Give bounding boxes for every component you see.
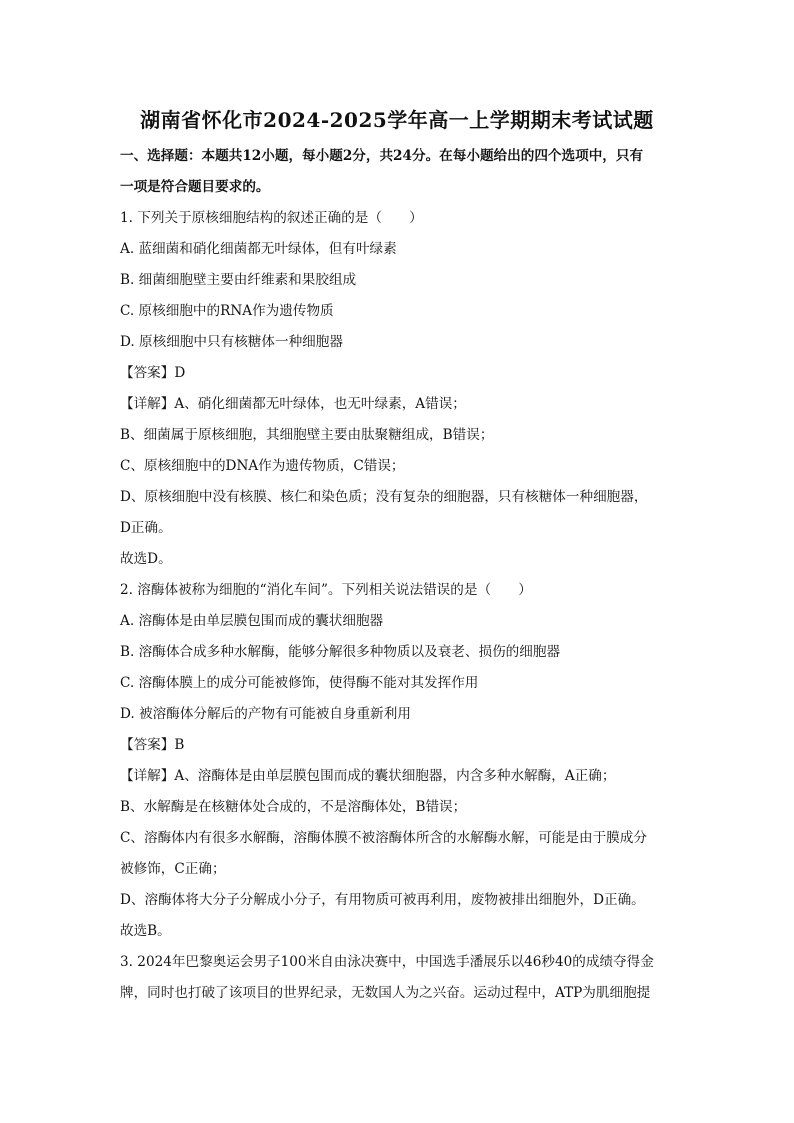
q2-option-d: D. 被溶酶体分解后的产物有可能被自身重新利用 (120, 706, 411, 722)
q2-answer: 【答案】B (120, 737, 185, 753)
q2-analysis-line: B、水解酶是在核糖体处合成的，不是溶酶体处，B错误； (120, 799, 467, 815)
q1-option-d: D. 原核细胞中只有核糖体一种细胞器 (120, 334, 343, 350)
section-heading-line-1: 一、选择题：本题共12小题，每小题2分，共24分。在每小题给出的四个选项中，只有 (120, 148, 644, 164)
q2-stem: 2. 溶酶体被称为细胞的“消化车间”。下列相关说法错误的是（ ） (120, 582, 532, 598)
q1-option-b: B. 细菌细胞壁主要由纤维素和果胶组成 (120, 272, 357, 288)
q1-option-a: A. 蓝细菌和硝化细菌都无叶绿体，但有叶绿素 (120, 241, 397, 257)
q1-answer: 【答案】D (120, 365, 186, 381)
q1-analysis-line: D正确。 (120, 520, 172, 536)
q2-analysis-line: D、溶酶体将大分子分解成小分子，有用物质可被再利用，废物被排出细胞外，D正确。 (120, 892, 645, 908)
q2-analysis-line: 【详解】A、溶酶体是由单层膜包围而成的囊状细胞器，内含多种水解酶，A正确； (120, 768, 616, 784)
section-heading-line-2: 一项是符合题目要求的。 (120, 179, 270, 195)
q2-analysis-line: C、溶酶体内有很多水解酶，溶酶体膜不被溶酶体所含的水解酶水解，可能是由于膜成分 (120, 830, 647, 846)
q2-option-c: C. 溶酶体膜上的成分可能被修饰，使得酶不能对其发挥作用 (120, 675, 479, 691)
q3-stem-line-2: 牌，同时也打破了该项目的世界纪录，无数国人为之兴奋。运动过程中，ATP为肌细胞提 (120, 985, 651, 1001)
q1-analysis-line: C、原核细胞中的DNA作为遗传物质，C错误； (120, 458, 405, 474)
q2-option-a: A. 溶酶体是由单层膜包围而成的囊状细胞器 (120, 613, 384, 629)
q2-conclusion: 故选B。 (120, 923, 171, 939)
q1-stem: 1. 下列关于原核细胞结构的叙述正确的是（ ） (120, 210, 423, 226)
q2-option-b: B. 溶酶体合成多种水解酶，能够分解很多种物质以及衰老、损伤的细胞器 (120, 644, 561, 660)
q3-stem-line-1: 3. 2024年巴黎奥运会男子100米自由泳决赛中，中国选手潘展乐以46秒40的成绩夺得金 (120, 954, 654, 970)
q1-analysis-line: D、原核细胞中没有核膜、核仁和染色质；没有复杂的细胞器，只有核糖体一种细胞器， (120, 489, 648, 505)
page-title: 湖南省怀化市2024-2025学年高一上学期期末考试试题 (140, 108, 654, 132)
q1-option-c: C. 原核细胞中的RNA作为遗传物质 (120, 303, 334, 319)
q1-conclusion: 故选D。 (120, 551, 172, 567)
q1-analysis-line: 【详解】A、硝化细菌都无叶绿体，也无叶绿素，A错误； (120, 396, 466, 412)
q1-analysis-line: B、细菌属于原核细胞，其细胞壁主要由肽聚糖组成，B错误； (120, 427, 494, 443)
q2-analysis-line: 被修饰，C正确； (120, 861, 226, 877)
